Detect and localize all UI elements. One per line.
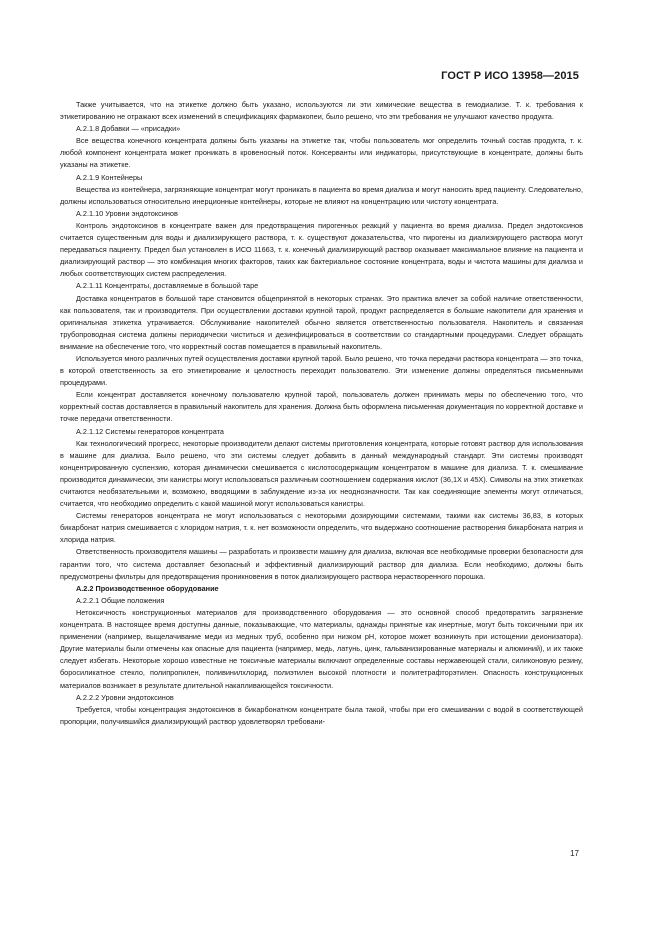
section-heading: A.2.1.9 Контейнеры <box>76 172 143 182</box>
paragraph: Контроль эндотоксинов в концентрате важен для предотвращения пирогенных реакций у пациента во время диализа. Предел эндотоксинов считается существенным для воды и диализирующего раствора, т. к. существуют доказательства, что пирогены из диализирующего раствора могут передаваться пациенту. Предел был установлен в ИСО 11663, т. к. конечный диализирующий раствор оказывает максимальное влияние на пациента и диализирующий раствор — это комбинация многих факторов, таких как бактериальное состояние концентрата, воды и чистота машины для диализа и любых соответствующих систем распределения. <box>60 220 583 279</box>
paragraph: Если концентрат доставляется конечному пользователю крупной тарой, пользователь должен принимать меры по обеспечению того, что корректный состав доставляется в правильный накопитель для хранения. Должна быть оформлена письменная документация по корректной доставке и точке передачи ответственности. <box>60 390 583 424</box>
section-heading: A.2.1.8 Добавки — «присадки» <box>76 124 181 134</box>
section-heading: A.2.1.10 Уровни эндотоксинов <box>76 208 178 218</box>
paragraph: Также учитывается, что на этикетке должно быть указано, используются ли эти химические вещества в гемодиализе. Т. к. требования к этикетированию не отражают всех изменений в спецификациях фармакопеи, было решено, что эти требования не улучшают качество продукта. <box>60 100 583 122</box>
document-header: ГОСТ Р ИСО 13958—2015 <box>441 70 579 82</box>
body-text <box>60 99 583 728</box>
section-heading: A.2.1.12 Системы генераторов концентрата <box>76 426 224 436</box>
section-heading: A.2.2.2 Уровни эндотоксинов <box>76 692 174 702</box>
paragraph: Вещества из контейнера, загрязняющие концентрат могут проникать в пациента во время диализа и могут наносить вред пациенту. Следовательно, должны использоваться относительно инерционные контейнеры, которые не влияют на концентрацию или чистоту концентрата. <box>60 184 583 206</box>
paragraph: Ответственность производителя машины — разработать и произвести машину для диализа, включая все необходимые проверки безопасности для гарантии того, что система доставляет безопасный и эффективный диализирующий раствор для диализа. Если необходимо, должны быть предусмотрены фильтры для предотвращения проникновения в поток диализирующего раствора нерастворенного порошка. <box>60 547 583 581</box>
section-heading: A.2.1.11 Концентраты, доставляемые в большой таре <box>76 281 259 291</box>
paragraph: Требуется, чтобы концентрация эндотоксинов в бикарбонатном концентрате была такой, чтобы при его смешивании с водой в соответствующей пропорции, получившийся диализирующий раствор удовлетворял требовани- <box>60 704 583 726</box>
paragraph: Доставка концентратов в большой таре становится общепринятой в некоторых странах. Это практика влечет за собой наличие ответственности, как пользователя, так и производителя. При осуществлении доставки крупной тарой, продукт распределяется в большие накопители для хранения и оригинальная этикетка утрачивается. Обслуживание накопителей обычно является ответственностью пользователя. Накопитель и связанная трубопроводная система должны периодически чиститься и дезинфицироваться в соответствии со стандартными процедурами. Следует обращать внимание на обеспечение того, что корректный состав помещается в правильный накопитель. <box>60 293 583 351</box>
section-heading: A.2.2.1 Общие положения <box>76 595 165 605</box>
section-heading-bold: A.2.2 Производственное оборудование <box>76 583 219 593</box>
paragraph: Нетоксичность конструкционных материалов для производственного оборудования — это основной способ предотвратить загрязнение концентрата. В настоящее время доступны данные, показывающие, что материалы, однажды принятые как инертные, могут быть токсичными при их применении (например, выщелачивание меди из медных труб, особенно при низком pH, которое может возникнуть при истощении деионизатора). Другие материалы были отмечены как опасные для пациента (например, медь, латунь, цинк, гальванизированные материалы и алюминий), и их также следует избегать. Некоторые хорошо известные не токсичные материалы включают определенные составы нержавеющей стали, силиконовую резину, боросиликатное стекло, полипропилен, поливинилхлорид, полиэтилен высокой плотности и политетрафторэтилен. Опасность конструкционных материалов возникает в результате длительной накапливающейся токсичности. <box>60 607 583 690</box>
paragraph: Системы генераторов концентрата не могут использоваться с некоторыми дозирующими системами, такими как системы 36,83, в которых бикарбонат натрия смешивается с хлоридом натрия, т. к. нет возможности определить, что выдержано соотношение растворения бикарбоната натрия и хлорида натрия. <box>60 511 583 545</box>
paragraph: Используется много различных путей осуществления доставки крупной тарой. Было решено, что точка передачи раствора концентрата — это точка, в которой ответственность за его этикетирование и целостность переходит пользователю. Эти изменение должны определяться письменными процедурами. <box>60 353 583 388</box>
paragraph: Все вещества конечного концентрата должны быть указаны на этикетке так, чтобы пользователь мог определить точный состав продукта, т. к. любой компонент концентрата может проникать в кровеносный поток. Консерванты или индикаторы, присутствующие в концентрате, должны быть указаны на этикетке. <box>60 136 583 170</box>
paragraph: Как технологический прогресс, некоторые производители делают системы приготовления концентрата, которые готовят раствор для использования в машине для диализа. Было решено, что эти системы следует добавить в данный международный стандарт. Эти системы производят концентрированную суспензию, которая динамически смешивается с кислотосодержащим концентратом в машине для диализа. Т. к. смешивание производится динамически, эти канистры могут использоваться различным соотношением содержания кислот (36,1Х и 45Х). Символы на этих этикетках считаются необязательными и, возможно, вводящими в заблуждение из-за их неоднозначности. Так как соединяющие элементы могут отличаться, считается, что необходимо определить с какой машиной могут использоваться канистры. <box>60 438 583 509</box>
page-number: 17 <box>570 849 579 858</box>
